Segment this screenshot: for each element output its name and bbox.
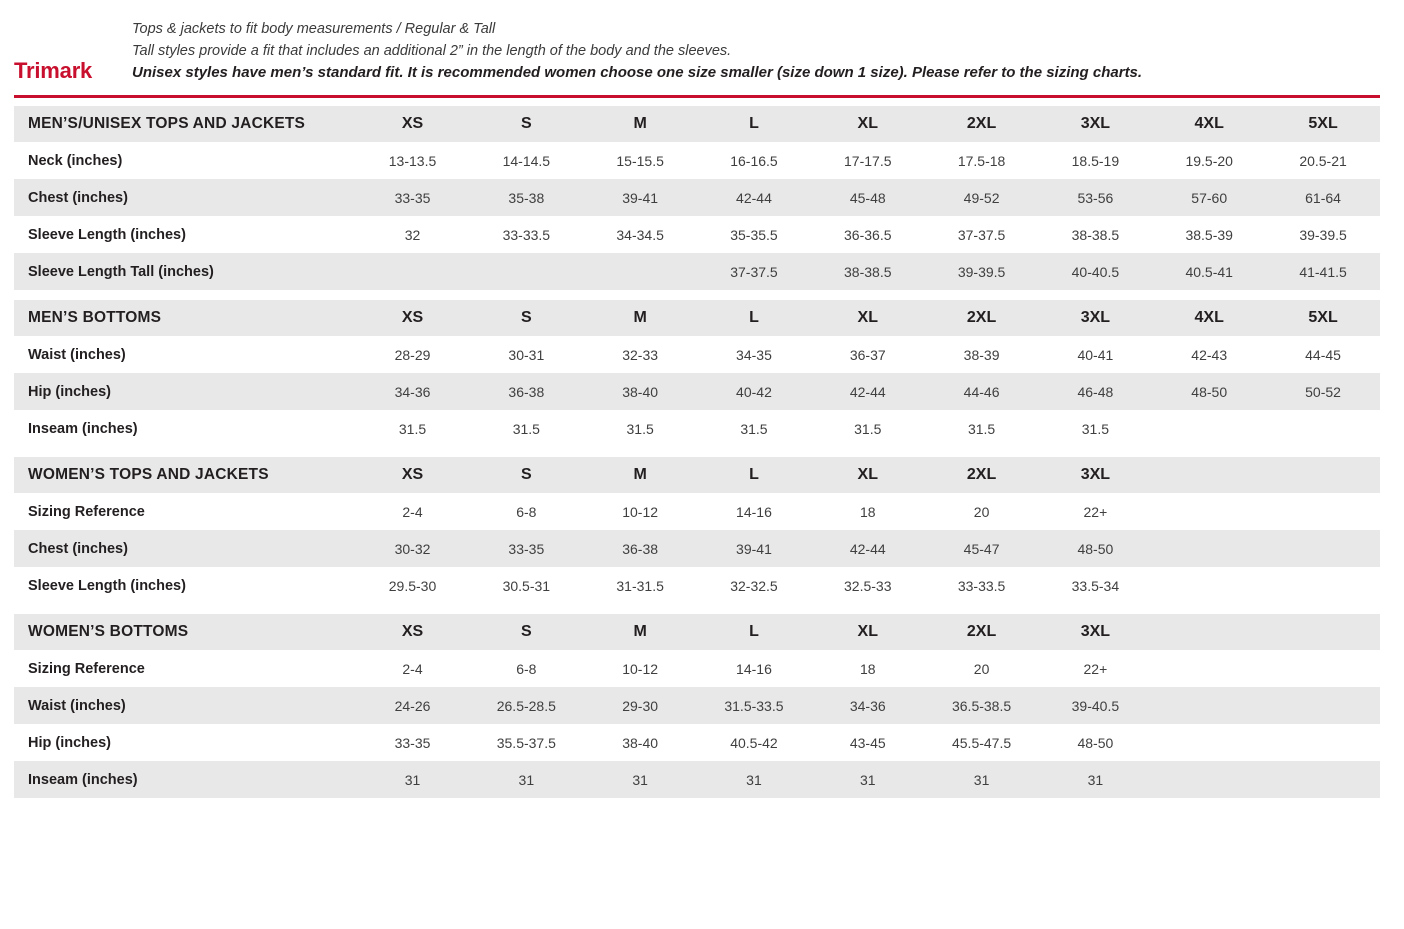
intro-text-block — [132, 18, 1380, 86]
measurement-value: 32-32.5 — [697, 567, 811, 604]
measurement-label: Waist (inches) — [14, 687, 356, 724]
measurement-value: 22+ — [1038, 493, 1152, 530]
table-title: WOMEN’S TOPS AND JACKETS — [14, 457, 356, 493]
measurement-value: 42-44 — [811, 530, 925, 567]
measurement-value: 33-35 — [356, 724, 470, 761]
measurement-value: 35-35.5 — [697, 216, 811, 253]
measurement-value: 14-16 — [697, 650, 811, 687]
measurement-label: Waist (inches) — [14, 336, 356, 373]
measurement-value: 31 — [469, 761, 583, 798]
measurement-value: 40.5-41 — [1152, 253, 1266, 290]
measurement-value: 34-35 — [697, 336, 811, 373]
measurement-value: 33-33.5 — [925, 567, 1039, 604]
measurement-value: 30-31 — [469, 336, 583, 373]
measurement-value: 31.5 — [811, 410, 925, 447]
size-column-header: XS — [356, 106, 470, 142]
measurement-value: 2-4 — [356, 650, 470, 687]
size-column-header: XL — [811, 457, 925, 493]
measurement-value: 33-35 — [356, 179, 470, 216]
measurement-value: 30-32 — [356, 530, 470, 567]
measurement-value: 40-42 — [697, 373, 811, 410]
table-title: WOMEN’S BOTTOMS — [14, 614, 356, 650]
measurement-value: 6-8 — [469, 493, 583, 530]
measurement-value: 40-40.5 — [1038, 253, 1152, 290]
measurement-value — [1266, 724, 1380, 761]
measurement-label: Chest (inches) — [14, 179, 356, 216]
size-column-header: XL — [811, 614, 925, 650]
measurement-label: Sleeve Length (inches) — [14, 567, 356, 604]
measurement-value: 39-39.5 — [1266, 216, 1380, 253]
measurement-label: Sleeve Length (inches) — [14, 216, 356, 253]
size-column-header: XL — [811, 106, 925, 142]
measurement-value: 10-12 — [583, 493, 697, 530]
measurement-value — [1152, 493, 1266, 530]
size-column-header: 5XL — [1266, 300, 1380, 336]
measurement-value: 48-50 — [1152, 373, 1266, 410]
measurement-value — [1152, 530, 1266, 567]
measurement-label: Hip (inches) — [14, 373, 356, 410]
measurement-value: 46-48 — [1038, 373, 1152, 410]
measurement-value: 34-34.5 — [583, 216, 697, 253]
measurement-value: 32.5-33 — [811, 567, 925, 604]
measurement-value: 38.5-39 — [1152, 216, 1266, 253]
size-column-header: L — [697, 106, 811, 142]
size-column-header: 2XL — [925, 457, 1039, 493]
measurement-value: 35-38 — [469, 179, 583, 216]
measurement-value — [1152, 761, 1266, 798]
intro-line-2: Tall styles provide a fit that includes an additional 2” in the length of the body and the sleeves. — [132, 43, 732, 59]
measurement-value: 34-36 — [356, 373, 470, 410]
measurement-value: 41-41.5 — [1266, 253, 1380, 290]
measurement-value: 53-56 — [1038, 179, 1152, 216]
measurement-value: 33.5-34 — [1038, 567, 1152, 604]
size-table — [14, 457, 1380, 604]
measurement-value: 57-60 — [1152, 179, 1266, 216]
size-column-header: L — [697, 457, 811, 493]
measurement-value — [1266, 761, 1380, 798]
measurement-value: 14-14.5 — [469, 142, 583, 179]
size-column-header: XL — [811, 300, 925, 336]
measurement-value: 18.5-19 — [1038, 142, 1152, 179]
table-row — [14, 142, 1380, 179]
measurement-value — [469, 253, 583, 290]
measurement-value: 45-48 — [811, 179, 925, 216]
measurement-value: 31.5-33.5 — [697, 687, 811, 724]
measurement-value: 36-38 — [469, 373, 583, 410]
size-column-header: S — [469, 300, 583, 336]
measurement-value: 15-15.5 — [583, 142, 697, 179]
measurement-value — [1266, 410, 1380, 447]
measurement-value: 20.5-21 — [1266, 142, 1380, 179]
measurement-value: 39-41 — [583, 179, 697, 216]
measurement-value: 28-29 — [356, 336, 470, 373]
measurement-value: 31 — [925, 761, 1039, 798]
measurement-value: 42-43 — [1152, 336, 1266, 373]
measurement-value: 38-40 — [583, 373, 697, 410]
measurement-value: 38-38.5 — [1038, 216, 1152, 253]
size-column-header — [1152, 614, 1266, 650]
measurement-value: 50-52 — [1266, 373, 1380, 410]
table-row — [14, 373, 1380, 410]
measurement-value: 14-16 — [697, 493, 811, 530]
measurement-value: 38-38.5 — [811, 253, 925, 290]
measurement-value: 13-13.5 — [356, 142, 470, 179]
size-column-header: M — [583, 106, 697, 142]
measurement-value: 48-50 — [1038, 724, 1152, 761]
size-table — [14, 106, 1380, 290]
size-column-header: XS — [356, 300, 470, 336]
measurement-value — [1266, 650, 1380, 687]
table-title: MEN’S BOTTOMS — [14, 300, 356, 336]
measurement-value: 61-64 — [1266, 179, 1380, 216]
size-column-header: 3XL — [1038, 300, 1152, 336]
measurement-value: 17-17.5 — [811, 142, 925, 179]
measurement-value: 39-39.5 — [925, 253, 1039, 290]
measurement-label: Hip (inches) — [14, 724, 356, 761]
measurement-value: 36-36.5 — [811, 216, 925, 253]
size-column-header: 3XL — [1038, 106, 1152, 142]
size-column-header: XS — [356, 457, 470, 493]
measurement-value: 31.5 — [469, 410, 583, 447]
table-row — [14, 493, 1380, 530]
measurement-label: Sleeve Length Tall (inches) — [14, 253, 356, 290]
measurement-value — [1152, 567, 1266, 604]
measurement-value: 45.5-47.5 — [925, 724, 1039, 761]
table-row — [14, 724, 1380, 761]
table-row — [14, 410, 1380, 447]
measurement-value: 19.5-20 — [1152, 142, 1266, 179]
measurement-value: 16-16.5 — [697, 142, 811, 179]
size-column-header — [1152, 457, 1266, 493]
measurement-value — [1266, 493, 1380, 530]
table-row — [14, 567, 1380, 604]
measurement-label: Neck (inches) — [14, 142, 356, 179]
measurement-value: 17.5-18 — [925, 142, 1039, 179]
measurement-value — [1152, 687, 1266, 724]
measurement-value: 42-44 — [811, 373, 925, 410]
measurement-value: 39-40.5 — [1038, 687, 1152, 724]
measurement-label: Chest (inches) — [14, 530, 356, 567]
measurement-value: 2-4 — [356, 493, 470, 530]
table-row — [14, 336, 1380, 373]
page-header — [0, 0, 1404, 86]
measurement-label: Sizing Reference — [14, 650, 356, 687]
measurement-value — [583, 253, 697, 290]
size-column-header: M — [583, 300, 697, 336]
table-row — [14, 530, 1380, 567]
measurement-value: 31 — [583, 761, 697, 798]
table-row — [14, 687, 1380, 724]
measurement-value: 31.5 — [697, 410, 811, 447]
table-header-row — [14, 106, 1380, 142]
measurement-value: 33-33.5 — [469, 216, 583, 253]
measurement-value: 31 — [356, 761, 470, 798]
brand-logo: Trimark — [14, 58, 93, 83]
measurement-value: 30.5-31 — [469, 567, 583, 604]
measurement-value: 6-8 — [469, 650, 583, 687]
measurement-value: 36-37 — [811, 336, 925, 373]
measurement-value: 24-26 — [356, 687, 470, 724]
table-row — [14, 761, 1380, 798]
measurement-label: Sizing Reference — [14, 493, 356, 530]
measurement-value: 34-36 — [811, 687, 925, 724]
measurement-value: 26.5-28.5 — [469, 687, 583, 724]
measurement-value: 42-44 — [697, 179, 811, 216]
size-column-header — [1266, 457, 1380, 493]
measurement-value: 31.5 — [1038, 410, 1152, 447]
header-divider — [14, 95, 1380, 98]
size-column-header: S — [469, 614, 583, 650]
measurement-value — [1266, 530, 1380, 567]
size-table — [14, 300, 1380, 447]
size-column-header — [1266, 614, 1380, 650]
measurement-value: 38-40 — [583, 724, 697, 761]
table-row — [14, 179, 1380, 216]
size-column-header: 2XL — [925, 106, 1039, 142]
size-column-header: 2XL — [925, 300, 1039, 336]
intro-line-3: Unisex styles have men’s standard fit. It is recommended women choose one size smaller (size down 1 size). Please refer to the sizing charts. — [132, 64, 1143, 81]
measurement-label: Inseam (inches) — [14, 410, 356, 447]
measurement-value: 44-46 — [925, 373, 1039, 410]
measurement-value: 40.5-42 — [697, 724, 811, 761]
measurement-value — [356, 253, 470, 290]
size-tables-container — [0, 106, 1404, 798]
size-column-header: M — [583, 614, 697, 650]
measurement-value: 39-41 — [697, 530, 811, 567]
size-column-header: L — [697, 614, 811, 650]
size-column-header: M — [583, 457, 697, 493]
measurement-value: 29-30 — [583, 687, 697, 724]
measurement-value: 32-33 — [583, 336, 697, 373]
measurement-value: 29.5-30 — [356, 567, 470, 604]
measurement-value: 38-39 — [925, 336, 1039, 373]
measurement-value — [1152, 650, 1266, 687]
measurement-value: 33-35 — [469, 530, 583, 567]
measurement-value: 37-37.5 — [925, 216, 1039, 253]
measurement-value: 31-31.5 — [583, 567, 697, 604]
measurement-value — [1266, 567, 1380, 604]
measurement-value: 31.5 — [356, 410, 470, 447]
measurement-value: 18 — [811, 650, 925, 687]
measurement-value: 36-38 — [583, 530, 697, 567]
measurement-value: 20 — [925, 493, 1039, 530]
measurement-value: 43-45 — [811, 724, 925, 761]
measurement-value: 18 — [811, 493, 925, 530]
table-header-row — [14, 614, 1380, 650]
table-title: MEN’S/UNISEX TOPS AND JACKETS — [14, 106, 356, 142]
table-row — [14, 650, 1380, 687]
measurement-value — [1152, 410, 1266, 447]
size-column-header: 2XL — [925, 614, 1039, 650]
measurement-value: 32 — [356, 216, 470, 253]
measurement-value: 31 — [697, 761, 811, 798]
size-column-header: L — [697, 300, 811, 336]
size-column-header: S — [469, 106, 583, 142]
measurement-value — [1152, 724, 1266, 761]
measurement-value: 31 — [1038, 761, 1152, 798]
measurement-value — [1266, 687, 1380, 724]
table-row — [14, 216, 1380, 253]
measurement-value: 36.5-38.5 — [925, 687, 1039, 724]
measurement-value: 44-45 — [1266, 336, 1380, 373]
measurement-value: 45-47 — [925, 530, 1039, 567]
measurement-value: 31 — [811, 761, 925, 798]
size-column-header: S — [469, 457, 583, 493]
size-column-header: XS — [356, 614, 470, 650]
measurement-value: 20 — [925, 650, 1039, 687]
measurement-value: 22+ — [1038, 650, 1152, 687]
measurement-value: 10-12 — [583, 650, 697, 687]
intro-line-1: Tops & jackets to fit body measurements / Regular & Tall — [132, 21, 496, 37]
table-header-row — [14, 457, 1380, 493]
measurement-label: Inseam (inches) — [14, 761, 356, 798]
size-column-header: 4XL — [1152, 300, 1266, 336]
measurement-value: 37-37.5 — [697, 253, 811, 290]
size-column-header: 3XL — [1038, 614, 1152, 650]
table-row — [14, 253, 1380, 290]
size-column-header: 3XL — [1038, 457, 1152, 493]
size-column-header: 4XL — [1152, 106, 1266, 142]
measurement-value: 40-41 — [1038, 336, 1152, 373]
measurement-value: 48-50 — [1038, 530, 1152, 567]
size-table — [14, 614, 1380, 798]
size-column-header: 5XL — [1266, 106, 1380, 142]
measurement-value: 31.5 — [925, 410, 1039, 447]
measurement-value: 35.5-37.5 — [469, 724, 583, 761]
measurement-value: 49-52 — [925, 179, 1039, 216]
table-header-row — [14, 300, 1380, 336]
measurement-value: 31.5 — [583, 410, 697, 447]
